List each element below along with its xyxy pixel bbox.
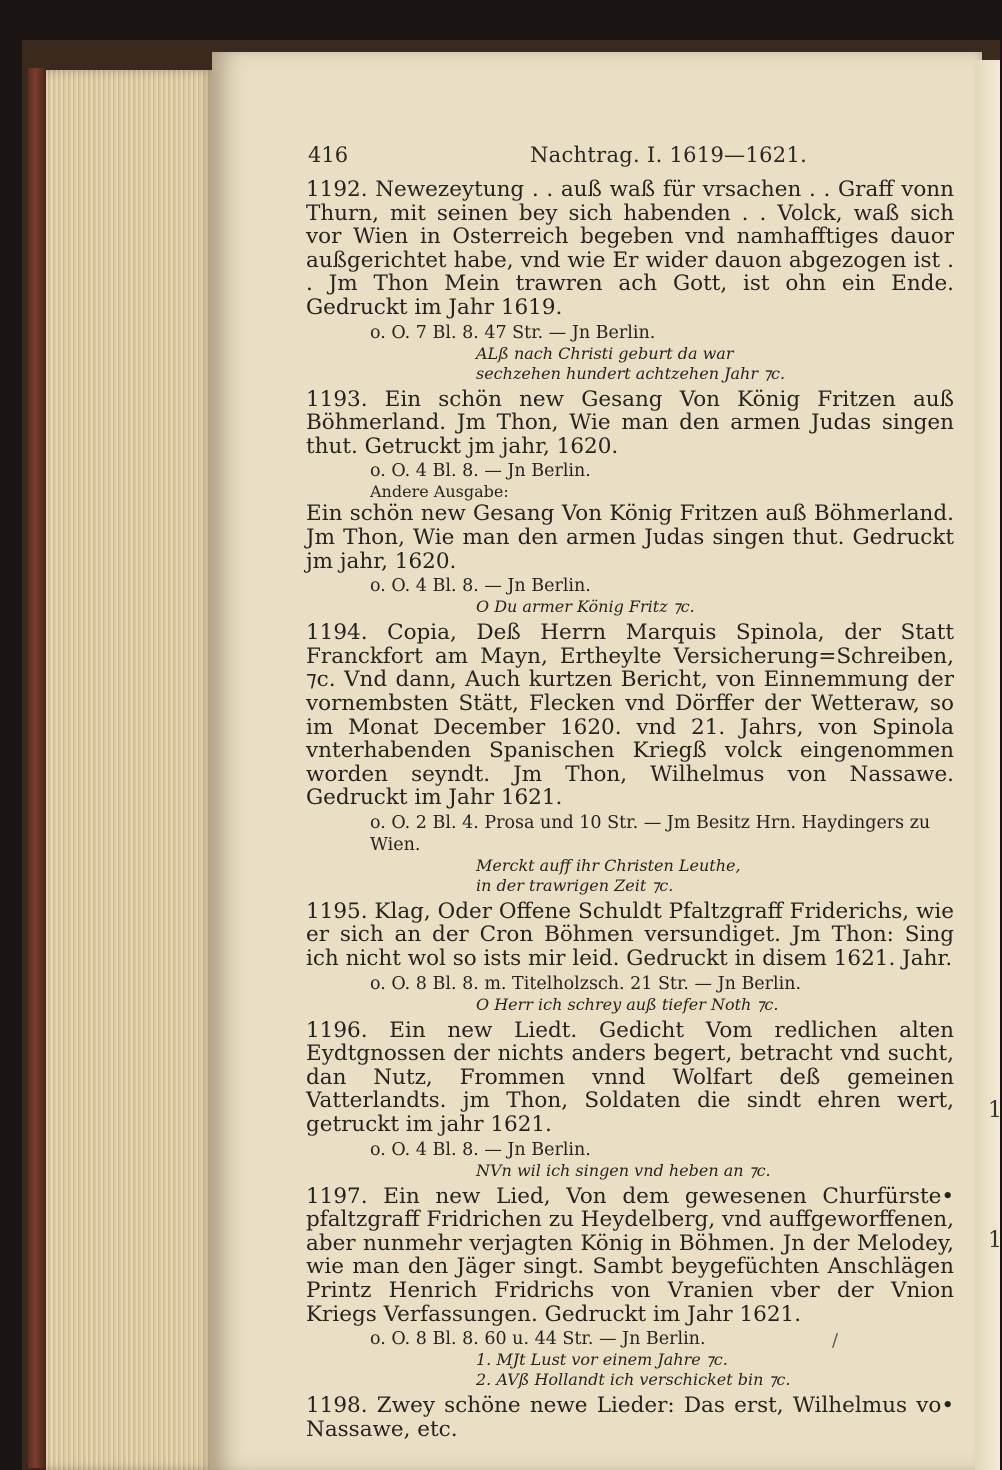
page-body [306,178,954,1443]
entry-meta: o. O. 4 Bl. 8. — Jn Berlin. [370,1139,591,1160]
running-title: Nachtrag. I. 1619—1621. [530,143,808,167]
entry-incipit: ALß nach Christi geburt da war [476,343,734,363]
entry-meta: o. O. 8 Bl. 8. 60 u. 44 Str. — Jn Berlin. [370,1329,706,1350]
margin-mark: 1 [988,1098,1002,1123]
entry-meta: o. O. 2 Bl. 4. Prosa und 10 Str. — Jm Besitz Hrn. Haydingers zu Wien. [370,812,931,855]
page-number: 416 [308,143,349,167]
entry-incipit: 2. AVß Hollandt ich verschicket bin ⁊c. [476,1370,791,1390]
entry-title: 1197. Ein new Lied, Von dem gewesenen Churfürste• pfaltzgraff Fridrichen zu Heydelberg, vnd auffgeworffenen, aber nunmehr verjagten König in Böhmen. Jn der Melodey, wie man den Jäger singt. Sambt beygefüchten Anschlägen Printz Henrich Fridrichs von Vranien vber der Vnion Kriegs Verfassungen. Gedruckt im Jahr 1621. [306,1183,954,1327]
entry-meta: o. O. 8 Bl. 8. m. Titelholzsch. 21 Str. — Jn Berlin. [370,973,802,994]
next-page-edge [975,60,1000,1470]
entry-meta: o. O. 4 Bl. 8. — Jn Berlin. [370,461,591,482]
margin-mark: 1 [988,1228,1002,1253]
entry-title: 1196. Ein new Liedt. Gedicht Vom redlichen alten Eydtgnossen der nichts anders begert, betracht vnd sucht, dan Nutz, Frommen vnnd Wolfart deß gemeinen Vatterlandts. jm Thon, Soldaten die sindt ehren wert, getruckt im jahr 1621. [306,1017,954,1138]
page-stack [46,70,214,1470]
alt-edition-title: Ein schön new Gesang Von König Fritzen auß Böhmerland. Jm Thon, Wie man den armen Judas singen thut. Gedruckt jm jahr, 1620. [306,501,954,574]
page-header [308,143,948,173]
entry-meta: o. O. 7 Bl. 8. 47 Str. — Jn Berlin. [370,322,656,343]
entry-incipit: O Herr ich schrey auß tiefer Noth ⁊c. [476,994,779,1014]
entry-title: 1193. Ein schön new Gesang Von König Fritzen auß Böhmerland. Jm Thon, Wie man den armen Judas singen thut. Getruckt jm jahr, 1620. [306,386,954,459]
entry-incipit: sechzehen hundert achtzehen Jahr ⁊c. [476,363,786,383]
entry-title: 1198. Zwey schöne newe Lieder: Das erst, Wilhelmus vo• Nassawe, etc. [306,1393,954,1442]
entry-meta: o. O. 4 Bl. 8. — Jn Berlin. [370,576,591,597]
entry-incipit: NVn wil ich singen vnd heben an ⁊c. [476,1160,771,1180]
book-spine-edge [28,68,46,1468]
entry-incipit: Merckt auff ihr Christen Leuthe, [476,855,741,875]
entry-title: 1194. Copia, Deß Herrn Marquis Spinola, der Statt Franckfort am Mayn, Ertheylte Versicherung=Schreiben, ⁊c. Vnd dann, Auch kurtzen Bericht, von Einnemmung der vornembsten Stätt, Flecken vnd Dörffer der Wetteraw, so im Monat December 1620. vnd 21. Jahrs, von Spinola vnterhabenden Spanischen Kriegß volck eingenommen worden seyndt. Jm Thon, Wilhelmus von Nassawe. Gedruckt im Jahr 1621. [306,620,954,811]
entry-incipit: in der trawrigen Zeit ⁊c. [476,875,674,895]
entry-title: 1195. Klag, Oder Offene Schuldt Pfaltzgraff Friderichs, wie er sich an der Cron Böhmen versundiget. Jm Thon: Sing ich nicht wol so ists mir leid. Gedruckt in disem 1621. Jahr. [306,898,954,972]
footer-mark: / [832,1330,839,1351]
alt-edition-label: Andere Ausgabe: [370,482,509,502]
entry-incipit: 1. MJt Lust vor einem Jahre ⁊c. [476,1350,728,1370]
entry-title: 1192. Newezeytung . . auß waß für vrsachen . . Graff vonn Thurn, mit seinen bey sich habenden . . Volck, waß sich vor Wien in Osterreich begeben vnd namhafftiges dauor außgerichtet habe, vnd wie Er wider dauon abgezogen ist . . Jm Thon Mein trawren ach Gott, ist ohn ein Ende. Gedruckt im Jahr 1619. [306,177,954,320]
entry-incipit: O Du armer König Fritz ⁊c. [476,597,695,617]
